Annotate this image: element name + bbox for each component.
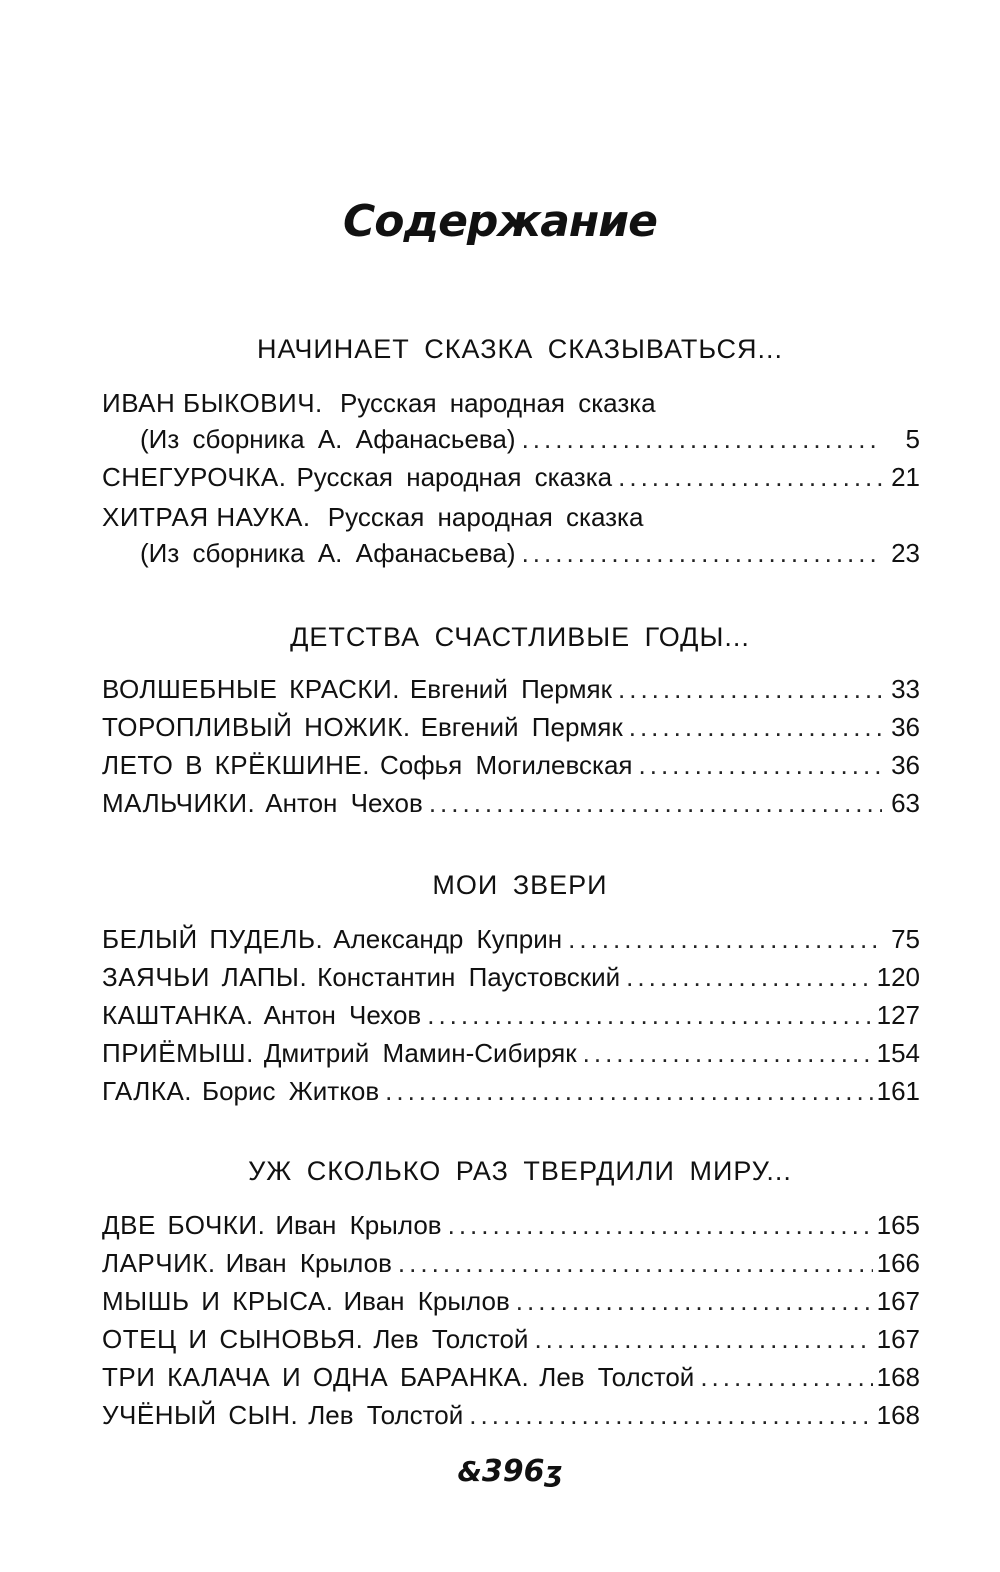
toc-entry[interactable] <box>140 424 920 458</box>
entry-page: 154 <box>876 1038 920 1068</box>
leader-dots <box>398 1248 873 1279</box>
entry-page: 5 <box>905 424 920 454</box>
entry-title: БЕЛЫЙ ПУДЕЛЬ. <box>102 924 324 954</box>
entry-page: 21 <box>891 462 920 492</box>
toc-entry-title-line[interactable] <box>102 388 656 419</box>
entry-author: Евгений Пермяк <box>409 674 613 704</box>
leader-dots <box>583 1038 873 1069</box>
entry-title: ЛАРЧИК. <box>102 1248 216 1278</box>
entry-page: 120 <box>876 962 920 992</box>
entry-title: ОТЕЦ И СЫНОВЬЯ. <box>102 1324 364 1354</box>
entry-page: 36 <box>891 750 920 780</box>
entry-title: ТОРОПЛИВЫЙ НОЖИК. <box>102 712 411 742</box>
leader-dots <box>469 1400 872 1431</box>
leader-dots <box>639 750 882 781</box>
entry-page: 23 <box>891 538 920 568</box>
toc-entry[interactable] <box>102 1400 920 1434</box>
toc-entry[interactable] <box>140 538 920 572</box>
entry-author: Русская народная сказка <box>327 502 644 532</box>
toc-entry[interactable] <box>102 1210 920 1244</box>
leader-dots <box>385 1076 872 1107</box>
entry-title: КАШТАНКА. <box>102 1000 254 1030</box>
entry-title: ПРИЁМЫШ. <box>102 1038 254 1068</box>
leader-dots <box>429 788 882 819</box>
leader-dots <box>568 924 882 955</box>
entry-author: Константин Паустовский <box>317 962 621 992</box>
toc-entry[interactable] <box>102 1362 920 1396</box>
entry-author: Русская народная сказка <box>296 462 613 492</box>
leader-dots <box>427 1000 872 1031</box>
toc-entry[interactable] <box>102 788 920 822</box>
leader-dots <box>516 1286 873 1317</box>
toc-entry[interactable] <box>102 1038 920 1072</box>
page-title: Содержание <box>343 196 657 247</box>
entry-page: 127 <box>876 1000 920 1030</box>
leader-dots <box>522 538 882 569</box>
leader-dots <box>629 712 882 743</box>
entry-page: 75 <box>891 924 920 954</box>
entry-author: Евгений Пермяк <box>420 712 623 742</box>
leader-dots <box>626 962 872 993</box>
entry-page: 161 <box>876 1076 920 1106</box>
entry-page: 33 <box>891 674 920 704</box>
leader-dots <box>534 1324 872 1355</box>
entry-page: 165 <box>876 1210 920 1240</box>
entry-title: ЗАЯЧЬИ ЛАПЫ. <box>102 962 308 992</box>
entry-author: Лев Толстой <box>308 1400 464 1430</box>
leader-dots <box>618 462 882 493</box>
entry-author: Александр Куприн <box>333 924 563 954</box>
ornament-right-icon: ӡ <box>544 1455 563 1488</box>
entry-author: Антон Чехов <box>265 788 423 818</box>
entry-author: Русская народная сказка <box>339 388 656 418</box>
leader-dots <box>700 1362 872 1393</box>
leader-dots <box>448 1210 873 1241</box>
entry-page: 63 <box>891 788 920 818</box>
toc-entry[interactable] <box>102 1248 920 1282</box>
toc-entry[interactable] <box>102 1286 920 1320</box>
toc-entry[interactable] <box>102 1076 920 1110</box>
entry-author: Дмитрий Мамин-Сибиряк <box>263 1038 577 1068</box>
page-number-value: 396 <box>481 1454 545 1489</box>
entry-title: ЛЕТО В КРЁКШИНЕ. <box>102 750 370 780</box>
entry-title: МЫШЬ И КРЫСА. <box>102 1286 334 1316</box>
toc-entry[interactable] <box>102 674 920 708</box>
entry-author: Иван Крылов <box>343 1286 510 1316</box>
entry-author: Софья Могилевская <box>379 750 633 780</box>
section-heading: ДЕТСТВА СЧАСТЛИВЫЕ ГОДЫ... <box>290 622 750 652</box>
entry-page: 167 <box>876 1324 920 1354</box>
section-heading: УЖ СКОЛЬКО РАЗ ТВЕРДИЛИ МИРУ... <box>248 1156 792 1186</box>
toc-entry[interactable] <box>102 750 920 784</box>
entry-title: ГАЛКА. <box>102 1076 193 1106</box>
toc-entry[interactable] <box>102 1324 920 1358</box>
entry-author: Антон Чехов <box>263 1000 422 1030</box>
toc-entry[interactable] <box>102 924 920 958</box>
section-heading: МОИ ЗВЕРИ <box>432 870 608 900</box>
entry-title: СНЕГУРОЧКА. <box>102 462 287 492</box>
entry-title: ИВАН БЫКОВИЧ. <box>102 388 323 418</box>
entry-page: 168 <box>876 1400 920 1430</box>
entry-title: ТРИ КАЛАЧА И ОДНА БАРАНКА. <box>102 1362 530 1392</box>
entry-title: МАЛЬЧИКИ. <box>102 788 256 818</box>
entry-page: 36 <box>891 712 920 742</box>
entry-title: ВОЛШЕБНЫЕ КРАСКИ. <box>102 674 400 704</box>
leader-dots <box>522 424 882 455</box>
toc-entry-title-line[interactable] <box>102 502 643 533</box>
toc-entry[interactable] <box>102 462 920 496</box>
toc-entry[interactable] <box>102 962 920 996</box>
entry-author: Лев Толстой <box>539 1362 695 1392</box>
entry-note: (Из сборника А. Афанасьева) <box>140 424 516 454</box>
leader-dots <box>618 674 882 705</box>
entry-title: ДВЕ БОЧКИ. <box>102 1210 266 1240</box>
entry-author: Борис Житков <box>202 1076 380 1106</box>
section-heading: НАЧИНАЕТ СКАЗКА СКАЗЫВАТЬСЯ... <box>256 334 784 364</box>
entry-note: (Из сборника А. Афанасьева) <box>140 538 516 568</box>
toc-entry[interactable] <box>102 712 920 746</box>
entry-page: 167 <box>876 1286 920 1316</box>
entry-title: УЧЁНЫЙ СЫН. <box>102 1400 299 1430</box>
entry-author: Лев Толстой <box>373 1324 529 1354</box>
entry-title: ХИТРАЯ НАУКА. <box>102 502 311 532</box>
entry-author: Иван Крылов <box>275 1210 442 1240</box>
ornament-left-icon: & <box>457 1455 482 1488</box>
toc-entry[interactable] <box>102 1000 920 1034</box>
page-number <box>0 1454 1000 1489</box>
entry-page: 168 <box>876 1362 920 1392</box>
entry-page: 166 <box>876 1248 920 1278</box>
entry-author: Иван Крылов <box>225 1248 392 1278</box>
